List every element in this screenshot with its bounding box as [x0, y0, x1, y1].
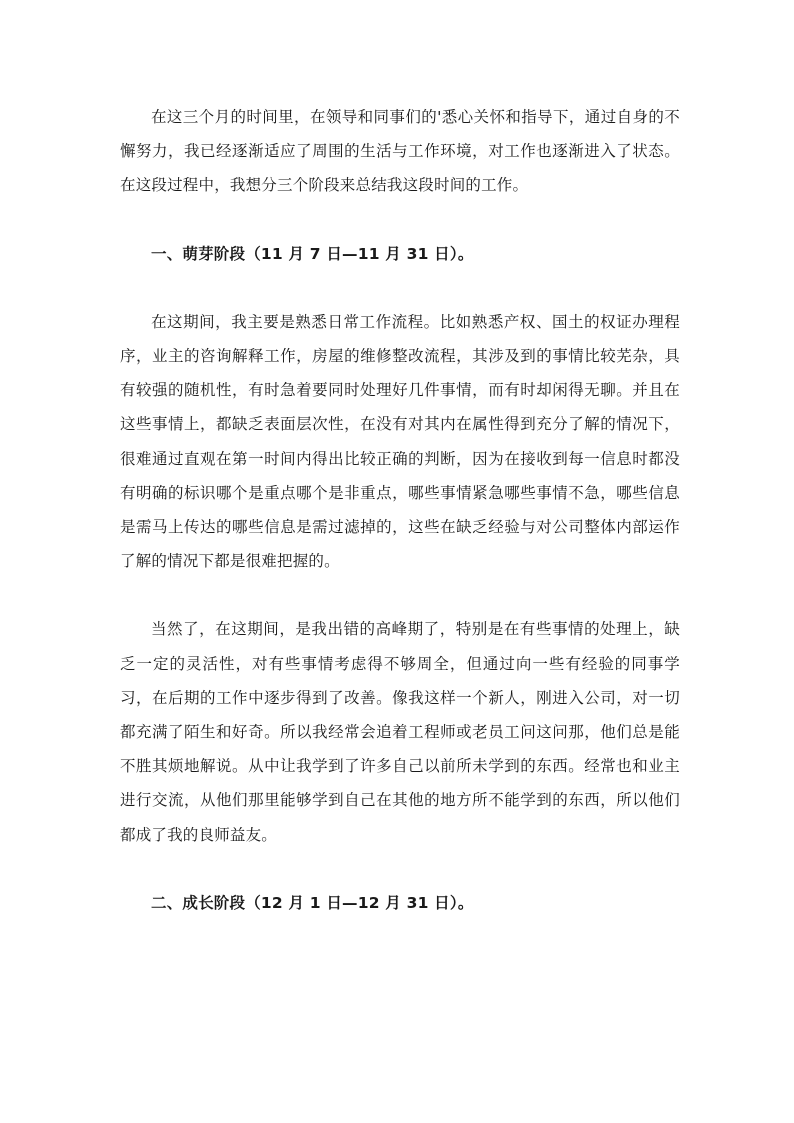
section1-paragraph-1: 在这期间，我主要是熟悉日常工作流程。比如熟悉产权、国土的权证办理程序，业主的咨询解释工作，房屋的维修整改流程，其涉及到的事情比较芜杂，具有较强的随机性，有时急着要同时处理好几件事情，而有时却闲得无聊。并且在这些事情上，都缺乏表面层次性，在没有对其内在属性得到充分了解的情况下，很难通过直观在第一时间内得出比较正确的判断，因为在接收到每一信息时都没有明确的标识哪个是重点哪个是非重点，哪些事情紧急哪些事情不急，哪些信息是需马上传达的哪些信息是需过滤掉的，这些在缺乏经验与对公司整体内部运作了解的情况下都是很难把握的。 [120, 312, 680, 571]
spacer [120, 852, 680, 886]
spacer [120, 578, 680, 612]
intro-paragraph: 在这三个月的时间里，在领导和同事们的'悉心关怀和指导下，通过自身的不懈努力，我已经逐渐适应了周围的生活与工作环境，对工作也逐渐进入了状态。在这段过程中，我想分三个阶段来总结我这段时间的工作。 [120, 108, 680, 195]
spacer [120, 203, 680, 237]
section1-paragraph-2: 当然了，在这期间，是我出错的高峰期了，特别是在有些事情的处理上，缺乏一定的灵活性，对有些事情考虑得不够周全，但通过向一些有经验的同事学习，在后期的工作中逐步得到了改善。像我这样一个新人，刚进入公司，对一切都充满了陌生和好奇。所以我经常会追着工程师或老员工问这问那，他们总是能不胜其烦地解说。从中让我学到了许多自己以前所未学到的东西。经常也和业主进行交流，从他们那里能够学到自己在其他的地方所不能学到的东西，所以他们都成了我的良师益友。 [120, 620, 680, 844]
spacer [120, 271, 680, 305]
section-heading-2: 二、成长阶段（12 月 1 日—12 月 31 日）。 [151, 893, 474, 912]
section-heading-1: 一、萌芽阶段（11 月 7 日—11 月 31 日）。 [151, 244, 474, 263]
document-page [120, 100, 680, 920]
